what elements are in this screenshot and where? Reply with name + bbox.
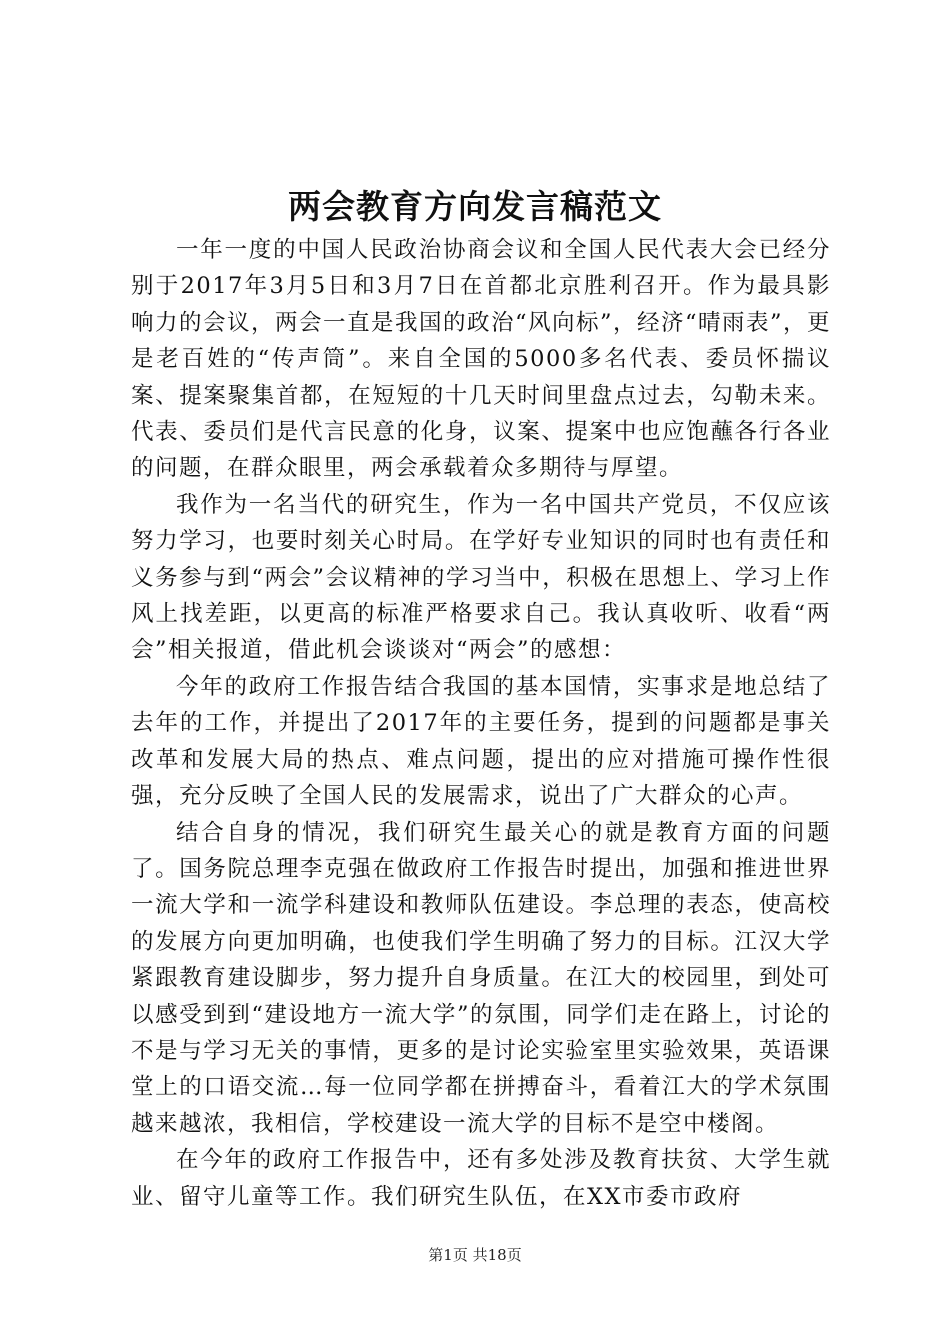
document-body xyxy=(131,232,831,1215)
paragraph-2: 我作为一名当代的研究生，作为一名中国共产党员，不仅应该努力学习，也要时刻关心时局。在学好专业知识的同时也有责任和义务参与到“两会”会议精神的学习当中，积极在思想上、学习上作风上找差距，以更高的标准严格要求自己。我认真收听、收看“两会”相关报道，借此机会谈谈对“两会”的感想： xyxy=(131,491,831,664)
paragraph-5: 在今年的政府工作报告中，还有多处涉及教育扶贫、大学生就业、留守儿童等工作。我们研究生队伍，在XX市委市政府 xyxy=(131,1147,831,1210)
paragraph-4: 结合自身的情况，我们研究生最关心的就是教育方面的问题了。国务院总理李克强在做政府工作报告时提出，加强和推进世界一流大学和一流学科建设和教师队伍建设。李总理的表态，使高校的发展方向更加明确，也使我们学生明确了努力的目标。江汉大学紧跟教育建设脚步，努力提升自身质量。在江大的校园里，到处可以感受到到“建设地方一流大学”的氛围，同学们走在路上，讨论的不是与学习无关的事情，更多的是讨论实验室里实验效果，英语课堂上的口语交流…每一位同学都在拼搏奋斗，看着江大的学术氛围越来越浓，我相信，学校建设一流大学的目标不是空中楼阁。 xyxy=(131,819,831,1137)
paragraph-3: 今年的政府工作报告结合我国的基本国情，实事求是地总结了去年的工作，并提出了2017年的主要任务，提到的问题都是事关改革和发展大局的热点、难点问题，提出的应对措施可操作性很强，充分反映了全国人民的发展需求，说出了广大群众的心声。 xyxy=(131,673,831,810)
page-number-footer: 第1页 共18页 xyxy=(428,1246,522,1264)
document-title: 两会教育方向发言稿范文 xyxy=(288,187,662,226)
paragraph-1: 一年一度的中国人民政治协商会议和全国人民代表大会已经分别于2017年3月5日和3月7日在首都北京胜利召开。作为最具影响力的会议，两会一直是我国的政治“风向标”，经济“晴雨表”，更是老百姓的“传声筒”。来自全国的5000多名代表、委员怀揣议案、提案聚集首都，在短短的十几天时间里盘点过去，勾勒未来。代表、委员们是代言民意的化身，议案、提案中也应饱蘸各行各业的问题，在群众眼里，两会承载着众多期待与厚望。 xyxy=(131,237,832,482)
